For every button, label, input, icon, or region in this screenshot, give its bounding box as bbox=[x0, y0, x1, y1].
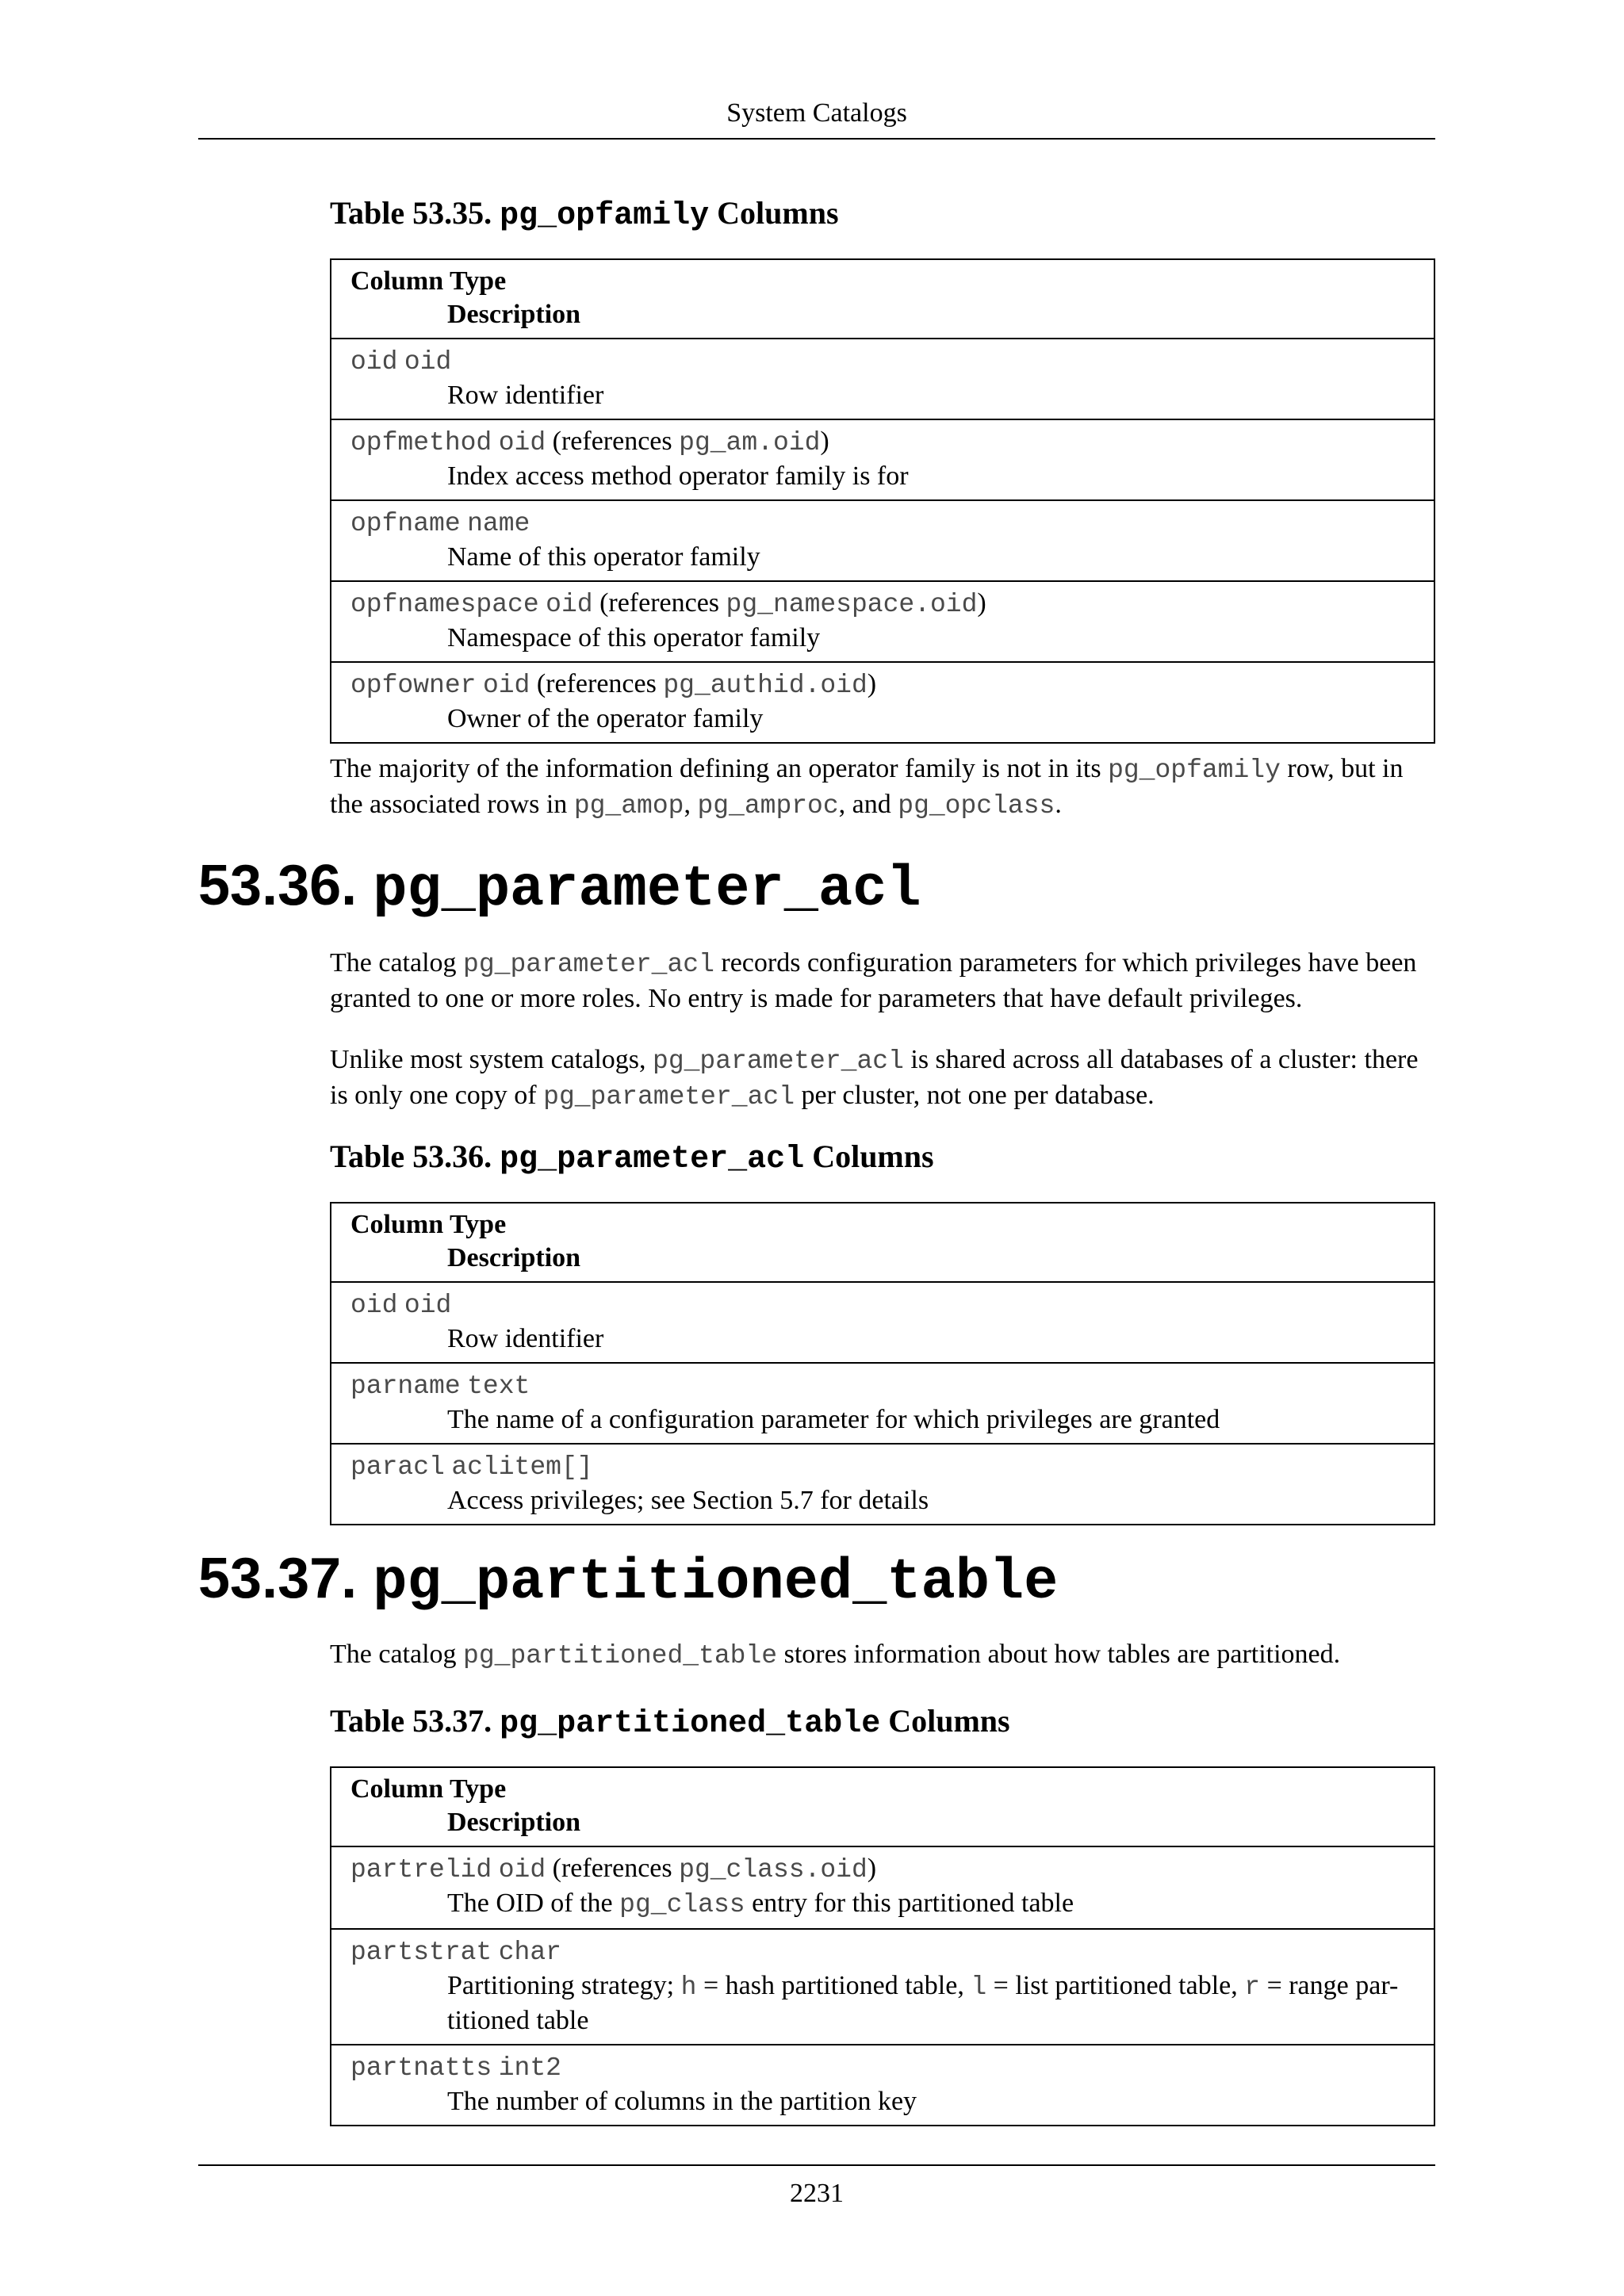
opfamily-note bbox=[330, 752, 1435, 823]
table-row: opfnamespace oid (references pg_namespace.oid) Namespace of this operator family bbox=[331, 581, 1434, 662]
paragraph: Unlike most system catalogs, pg_parameter_acl is shared across all databases of a cluster: there is only one copy of pg_parameter_acl per cluster, not one per database. bbox=[330, 1045, 1419, 1112]
column-type: oid bbox=[482, 671, 530, 700]
column-type: oid bbox=[404, 1291, 452, 1320]
table-row bbox=[331, 500, 1434, 581]
column-name: partstrat bbox=[350, 1938, 492, 1967]
description-header: Description bbox=[447, 1808, 581, 1837]
column-name: opfmethod bbox=[350, 428, 492, 457]
table-caption: Table 53.35. pg_opfamily Columns bbox=[330, 195, 839, 234]
column-description: The name of a configuration parameter for which privileges are granted bbox=[447, 1405, 1220, 1434]
catalog-columns-table bbox=[330, 1202, 1435, 1525]
page-number: 2231 bbox=[790, 2179, 844, 2208]
column-name: partrelid bbox=[350, 1855, 492, 1885]
table-53-35-block bbox=[330, 193, 1435, 744]
column-description: The OID of the pg_class entry for this partitioned table bbox=[447, 1888, 1074, 1919]
catalog-name: pg_parameter_acl bbox=[500, 1142, 805, 1177]
table-row bbox=[331, 1282, 1434, 1363]
table-header-row bbox=[331, 1203, 1434, 1282]
column-type: oid bbox=[404, 347, 452, 377]
catalog-link[interactable]: pg_opfamily bbox=[1108, 756, 1281, 785]
section-heading: 53.37. pg_partitioned_table bbox=[198, 1547, 1059, 1615]
column-type: char bbox=[498, 1938, 561, 1967]
column-type-header: Column Type bbox=[350, 266, 507, 296]
column-name: opfnamespace bbox=[350, 590, 539, 619]
catalog-link[interactable]: pg_parameter_acl bbox=[653, 1047, 904, 1076]
table-row bbox=[331, 1929, 1434, 2045]
reference-link[interactable]: pg_namespace.oid bbox=[726, 590, 978, 619]
column-description: Name of this operator family bbox=[447, 542, 760, 572]
table-row bbox=[331, 1444, 1434, 1525]
footer-rule bbox=[198, 2164, 1435, 2166]
paragraph: The catalog pg_parameter_acl records configuration parameters for which privileges have been granted to one or more roles. No entry is made for parameters that have default privileges. bbox=[330, 948, 1417, 1013]
table-row: partrelid oid (references pg_class.oid) The OID of the pg_class entry for this partitioned table bbox=[331, 1846, 1434, 1929]
column-description: Row identifier bbox=[447, 381, 604, 410]
running-header: System Catalogs bbox=[726, 98, 907, 128]
catalog-link[interactable]: pg_parameter_acl bbox=[463, 950, 714, 979]
table-caption: Table 53.36. pg_parameter_acl Columns bbox=[330, 1138, 934, 1177]
catalog-link[interactable]: pg_amproc bbox=[697, 791, 839, 821]
column-type: oid bbox=[498, 1855, 546, 1885]
section-catalog-name: pg_parameter_acl bbox=[373, 857, 921, 922]
catalog-columns-table bbox=[330, 258, 1435, 744]
catalog-columns-table bbox=[330, 1766, 1435, 2126]
column-description: Access privileges; see Section 5.7 for details bbox=[447, 1486, 929, 1515]
column-description: Partitioning strategy; h = hash partitioned table, l = list partitioned table, r = range par- titioned table bbox=[447, 1971, 1399, 2035]
column-description: The number of columns in the partition key bbox=[447, 2087, 917, 2116]
header-rule bbox=[198, 138, 1435, 140]
table-header-row bbox=[331, 259, 1434, 339]
column-name: partnatts bbox=[350, 2053, 492, 2083]
column-type: text bbox=[467, 1372, 530, 1401]
catalog-link[interactable]: pg_partitioned_table bbox=[463, 1641, 778, 1670]
column-name: paracl bbox=[350, 1452, 445, 1482]
section-53-36-intro bbox=[330, 946, 1435, 1114]
reference-link[interactable]: pg_am.oid bbox=[679, 428, 821, 457]
table-53-36-block bbox=[330, 1137, 1435, 1525]
table-row bbox=[331, 1363, 1434, 1444]
reference-link[interactable]: pg_authid.oid bbox=[663, 671, 868, 700]
column-type: name bbox=[467, 509, 530, 538]
catalog-link[interactable]: pg_parameter_acl bbox=[543, 1082, 795, 1112]
column-type: oid bbox=[498, 428, 546, 457]
column-description: Namespace of this operator family bbox=[447, 623, 821, 652]
paragraph: The catalog pg_partitioned_table stores information about how tables are partitioned. bbox=[330, 1640, 1341, 1670]
table-row bbox=[331, 339, 1434, 419]
table-caption: Table 53.37. pg_partitioned_table Columns bbox=[330, 1703, 1010, 1742]
column-description: Row identifier bbox=[447, 1324, 604, 1353]
column-name: opfowner bbox=[350, 671, 477, 700]
section-catalog-name: pg_partitioned_table bbox=[373, 1550, 1059, 1615]
value-code: r bbox=[1244, 1973, 1261, 2002]
catalog-link[interactable]: pg_opclass bbox=[898, 791, 1055, 821]
table-row: opfmethod oid (references pg_am.oid) Index access method operator family is for bbox=[331, 419, 1434, 500]
value-code: h bbox=[680, 1973, 697, 2002]
column-description: Owner of the operator family bbox=[447, 704, 764, 733]
column-type: oid bbox=[546, 590, 593, 619]
table-row: opfowner oid (references pg_authid.oid) Owner of the operator family bbox=[331, 662, 1434, 743]
column-name: opfname bbox=[350, 509, 461, 538]
column-type: aclitem[] bbox=[451, 1452, 593, 1482]
catalog-name: pg_opfamily bbox=[500, 198, 710, 234]
value-code: l bbox=[971, 1973, 987, 2002]
column-type: int2 bbox=[498, 2053, 561, 2083]
column-name: oid bbox=[350, 1291, 398, 1320]
description-header: Description bbox=[447, 1243, 581, 1272]
section-53-37-intro bbox=[330, 1637, 1435, 1673]
catalog-link[interactable]: pg_class bbox=[619, 1890, 745, 1919]
table-row bbox=[331, 2045, 1434, 2126]
paragraph: The majority of the information defining an operator family is not in its pg_opfamily row, but in the associated rows in pg_amop, pg_amproc, and pg_opclass. bbox=[330, 754, 1404, 821]
table-53-37-block bbox=[330, 1701, 1435, 2126]
reference-link[interactable]: pg_class.oid bbox=[679, 1855, 868, 1885]
column-name: parname bbox=[350, 1372, 461, 1401]
catalog-link[interactable]: pg_amop bbox=[573, 791, 684, 821]
column-name: oid bbox=[350, 347, 398, 377]
column-description: Index access method operator family is for bbox=[447, 461, 909, 491]
table-header-row bbox=[331, 1767, 1434, 1846]
section-heading: 53.36. pg_parameter_acl bbox=[198, 854, 921, 922]
catalog-name: pg_partitioned_table bbox=[500, 1706, 881, 1742]
column-type-header: Column Type bbox=[350, 1774, 507, 1804]
description-header: Description bbox=[447, 300, 581, 329]
column-type-header: Column Type bbox=[350, 1210, 507, 1239]
